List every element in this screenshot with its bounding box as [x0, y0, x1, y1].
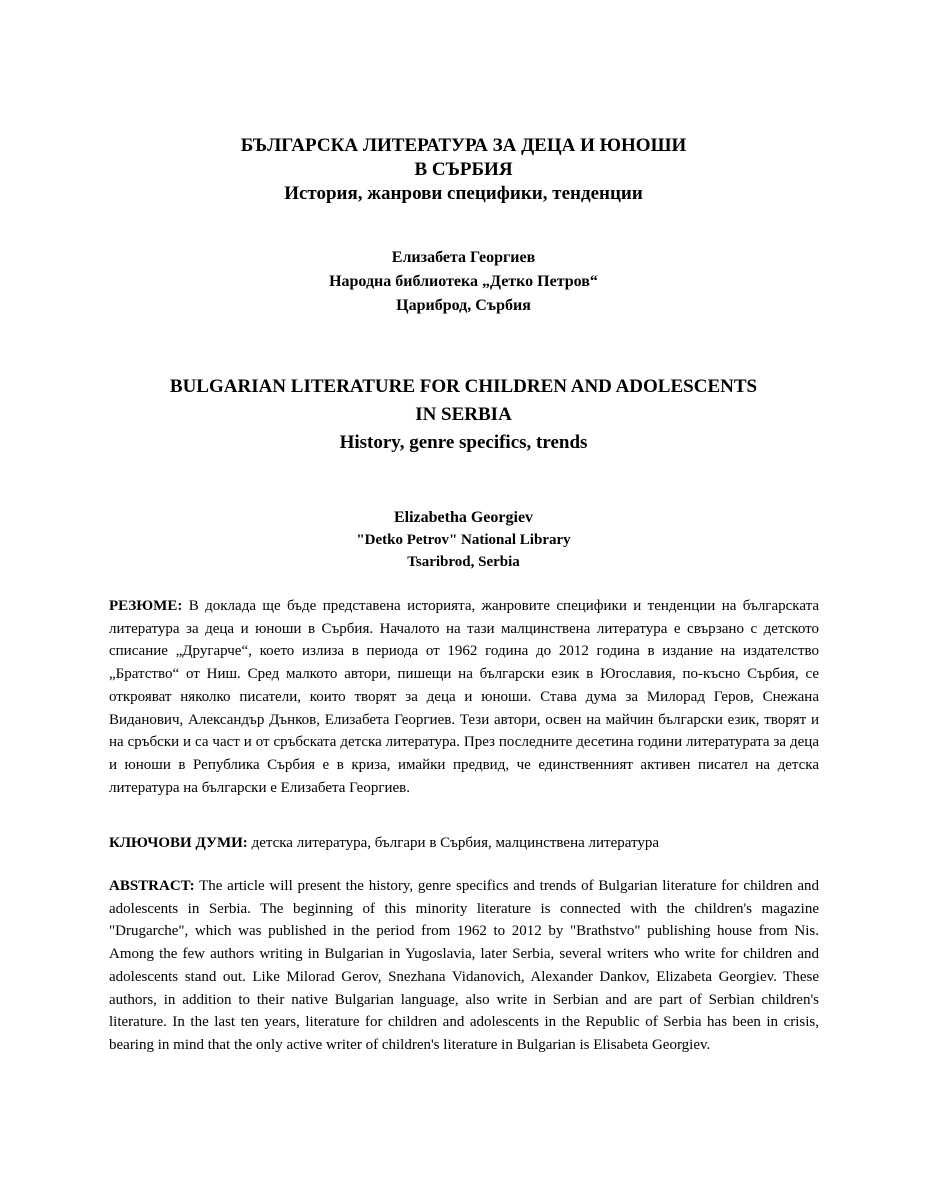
- abstract-text: The article will present the history, genre specifics and trends of Bulgarian literature for children and adolescents in Serbia. The beginning of this minority literature is connected with the children's magazine "Drugarche", which was published in the period from 1962 to 2012 by "Brathstvo" publishing house from Nis. Among the few authors writing in Bulgarian in Yugoslavia, later Serbia, several writers who write for children and adolescents stand out. Like Milorad Gerov, Snezhana Vidanovich, Alexander Dankov, Elizabeta Georgiev. These authors, in addition to their native Bulgarian language, also write in Serbian and are part of Serbian children's literature. In the last ten years, literature for children and adolescents in the Republic of Serbia has been in crisis, bearing in mind that the only active writer of children's literature in Bulgarian is Elisabeta Georgiev.: [109, 878, 819, 1053]
- en-title-block: [0, 373, 927, 457]
- bg-title-block: [0, 134, 927, 206]
- keywords-text: детска литература, българи в Сърбия, малцинствена литература: [251, 835, 660, 851]
- en-location: Tsaribrod, Serbia: [407, 554, 520, 570]
- en-affiliation: "Detko Petrov" National Library: [356, 532, 571, 548]
- bg-subtitle: История, жанрови специфики, тенденции: [284, 183, 643, 204]
- keywords-paragraph: [109, 832, 819, 855]
- resume-paragraph: [109, 595, 819, 799]
- keywords-label: КЛЮЧОВИ ДУМИ:: [109, 835, 248, 851]
- bg-author-name: Елизабета Георгиев: [391, 249, 536, 266]
- bg-title-line-1: БЪЛГАРСКА ЛИТЕРАТУРА ЗА ДЕЦА И ЮНОШИ: [240, 135, 687, 156]
- abstract-label: ABSTRACT:: [109, 878, 195, 894]
- bg-author-block: [0, 246, 927, 318]
- en-author-name: Elizabetha Georgiev: [393, 509, 534, 526]
- en-title-line-2: IN SERBIA: [415, 404, 512, 425]
- en-title-line-1: BULGARIAN LITERATURE FOR CHILDREN AND ADOLESCENTS: [169, 376, 758, 397]
- resume-text: В доклада ще бъде представена историята, жанровите специфики и тенденции на българската литература за деца и юноши в Сърбия. Началото на тази малцинствена литература е свързано с детското списание „Другарче“, което излиза в периода от 1962 година до 2012 година в издание на издателство „Братство“ от Ниш. Сред малкото автори, пишещи на български език в Югославия, по-късно Сърбия, се открояват няколко писатели, които творят за деца и юноши. Става дума за Милорад Геров, Снежана Виданович, Александър Дънков, Елизабета Георгиев. Тези автори, освен на майчин български език, творят и на сръбски и са част и от сръбската детска литература. През последните десетина години литературата за деца и юноши в Република Сърбия е в криза, имайки предвид, че единственният активен писател на детска литература на български е Елизабета Георгиев.: [109, 598, 820, 796]
- bg-title-line-2: В СЪРБИЯ: [414, 159, 513, 180]
- resume-label: РЕЗЮМЕ:: [109, 598, 183, 614]
- en-subtitle: History, genre specifics, trends: [339, 432, 588, 453]
- abstract-paragraph: [109, 875, 819, 1057]
- en-author-block: [0, 507, 927, 573]
- bg-affiliation: Народна библиотека „Детко Петров“: [329, 273, 598, 290]
- bg-location: Цариброд, Сърбия: [396, 297, 531, 314]
